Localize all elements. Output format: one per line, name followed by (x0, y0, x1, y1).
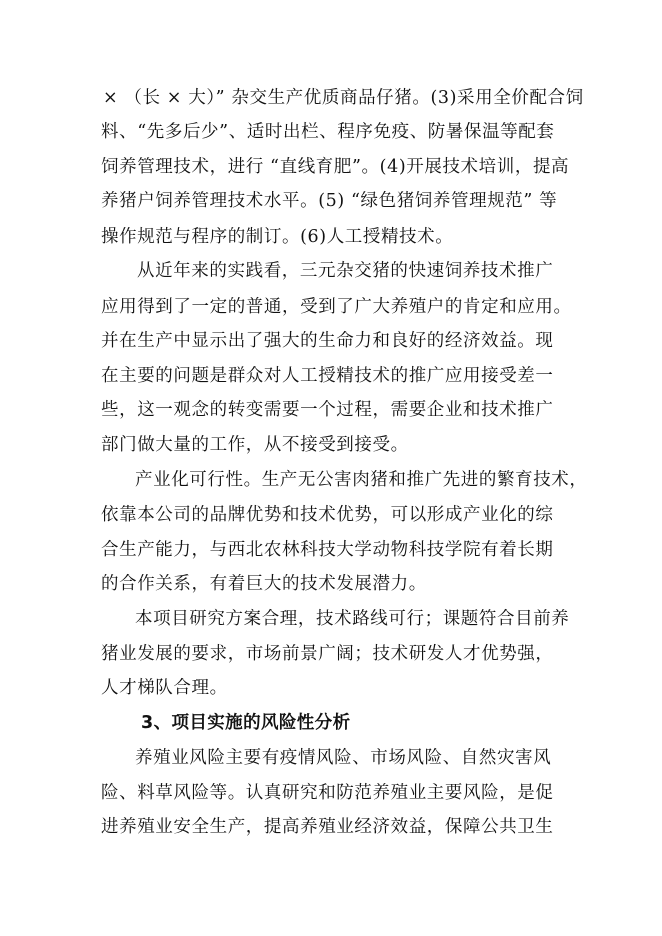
paragraph-2-line-6: 部门做大量的工作，从不接受到接受。 (101, 435, 409, 455)
paragraph-4-line-2: 猪业发展的要求，市场前景广阔；技术研发人才优势强， (101, 644, 554, 664)
paragraph-2-line-2: 应用得到了一定的普通，受到了广大养殖户的肯定和应用。 (101, 297, 572, 317)
paragraph-1-line-1: × （长 × 大）” 杂交生产优质商品仔猪。(3)采用全价配合饲 (103, 88, 584, 108)
paragraph-3-line-1: 产业化可行性。生产无公害肉猪和推广先进的繁育技术， (135, 470, 588, 490)
paragraph-4-line-1: 本项目研究方案合理，技术路线可行；课题符合目前养 (135, 609, 570, 629)
paragraph-1-line-2: 料、“先多后少”、适时出栏、程序免疫、防暑保温等配套 (101, 122, 555, 142)
paragraph-2-line-1: 从近年来的实践看，三元杂交猪的快速饲养技术推广 (137, 261, 554, 281)
section-heading: 3、项目实施的风险性分析 (141, 713, 351, 733)
paragraph-1-line-5: 操作规范与程序的制订。(6)人工授精技术。 (101, 227, 454, 247)
paragraph-2-line-5: 些，这一观念的转变需要一个过程，需要企业和技术推广 (101, 400, 554, 420)
paragraph-5-line-1: 养殖业风险主要有疫情风险、市场风险、自然灾害风 (135, 748, 552, 768)
paragraph-5-line-3: 进养殖业安全生产，提高养殖业经济效益，保障公共卫生 (101, 817, 554, 837)
paragraph-2-line-3: 并在生产中显示出了强大的生命力和良好的经济效益。现 (101, 331, 554, 351)
paragraph-3-line-2: 依靠本公司的品牌优势和技术优势，可以形成产业化的综 (101, 505, 554, 525)
paragraph-5-line-2: 险、料草风险等。认真研究和防范养殖业主要风险，是促 (101, 783, 554, 803)
paragraph-3-line-4: 的合作关系，有着巨大的技术发展潜力。 (101, 574, 427, 594)
paragraph-4-line-3: 人才梯队合理。 (101, 678, 228, 698)
paragraph-3-line-3: 合生产能力，与西北农林科技大学动物科技学院有着长期 (101, 540, 554, 560)
paragraph-2-line-4: 在主要的问题是群众对人工授精技术的推广应用接受差一 (101, 366, 554, 386)
paragraph-1-line-3: 饲养管理技术，进行 “直线育肥”。(4)开展技术培训，提高 (101, 157, 570, 177)
paragraph-1-line-4: 养猪户饲养管理技术水平。(5) “绿色猪饲养管理规范” 等 (101, 191, 558, 211)
